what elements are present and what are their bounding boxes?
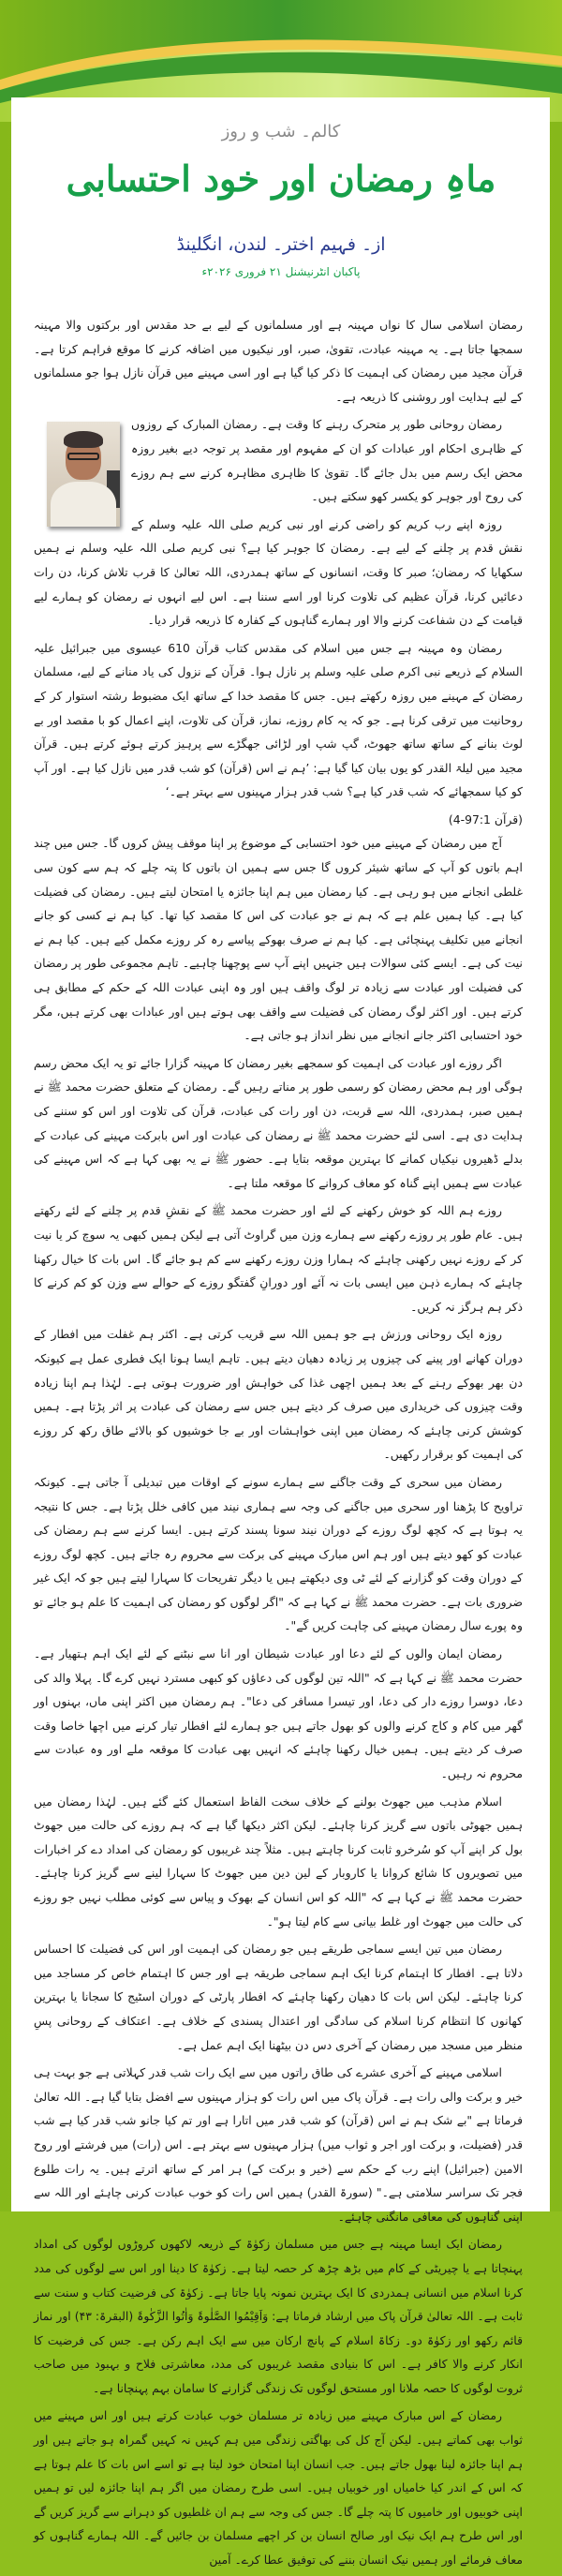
paragraph: رمضان ایک ایسا مہینہ ہے جس میں مسلمان زکوٰۃ کے ذریعہ لاکھوں کروڑوں لوگوں کی امداد پہنچاتا ہے یا چیریٹی کے کام میں بڑھ چڑھ کر حصہ لیتا ہے۔ زکوٰۃ کا دینا اور اس سے لوگوں کی مدد کرنا اسلام میں انسانی ہمدردی کا ایک بہترین نمونہ پایا جاتا ہے۔ زکوٰۃ کی فرضیت کتاب و سنت سے ثابت ہے۔ اللہ تعالیٰ قرآن پاک میں ارشاد فرماتا ہے: وَاَقِیْمُوا الصَّلٰوۃَ وَاٰتُوا الزَّکٰوۃَ (البقرۃ: ۴۳) اور نماز قائم رکھو اور زکوٰۃ دو۔ زکاۃ اسلام کے پانچ ارکان میں سے ایک اہم رکن ہے۔ جس کی فرضیت کا انکار کرنے والا کافر ہے۔ اس کا بنیادی مقصد غریبوں کی مدد، معاشرتی فلاح و بہبود میں صاحب ثروت لوگوں کا حصہ ملانا اور مستحق لوگوں تک زندگی گزارنے کا سامان بہم پہنچانا ہے۔ <box>34 2237 523 2395</box>
photo-hair <box>64 431 103 448</box>
author-photo <box>47 422 120 527</box>
paragraph: رمضان روحانی طور پر متحرک رہنے کا وقت ہے۔ رمضان المبارک کے روزوں کے ظاہری احکام اور عبادات کو ان کے مفہوم اور مقصد پر توجہ دیے بغیر روزہ محض ایک رسم میں بدل جائے گا۔ تقویٰ کا ظاہری مظاہرہ کرنے سے ہم روزے کی روح اور جوہر کو یکسر کھو سکتے ہیں۔ <box>131 417 523 504</box>
paragraph: اسلام مذہب میں جھوٹ بولنے کے خلاف سخت الفاظ استعمال کئے گئے ہیں۔ لہٰذا رمضان میں ہمیں جھوٹی باتوں سے گریز کرنا چاہئے۔ لیکن اکثر دیکھا گیا ہے کہ ہم روزے کی حالت میں جھوٹ بول کر اپنے آپ کو سُرخرو ثابت کرنا چاہتے ہیں۔ مثلاً چند غریبوں کو رمضان کی امداد دے کر اخبارات میں تصویروں کا شائع کروانا یا کاروبار کے لین دین میں جھوٹ کا سہارا لینے سے گریز کرنا چاہئے۔ حضرت محمد ﷺ نے کہا ہے کہ "اللہ کو اس انسان کے بھوک و پیاس سے کوئی مطلب نہیں جو روزے کی حالت میں جھوٹ اور غلط بیانی سے کام لیتا ہو"۔ <box>34 1794 523 1928</box>
paragraph: رمضان ایمان والوں کے لئے دعا اور عبادت شیطان اور انا سے نبٹنے کے لئے ایک اہم ہتھیار ہے۔ حضرت محمد ﷺ نے کہا ہے کہ "اللہ تین لوگوں کی دعاؤں کو کبھی مسترد نہیں کرے گا۔ پہلا والد کی دعا، دوسرا روزے دار کی دعا، اور تیسرا مسافر کی دعا"۔ ہم رمضان میں اکثر اپنی ماں، بہنوں اور گھر میں کام و کاج کرنے والوں کو بھول جاتے ہیں جو ہمارے لئے افطار تیار کرنے میں اچھا خاصا وقت صرف کر دیتے ہیں۔ ہمیں خیال رکھنا چاہئے کہ انہیں بھی عبادت کا موقعہ ملے اور وہ عبادت سے محروم نہ رہیں۔ <box>34 1646 523 1781</box>
quran-reference: (قرآن 97:1-4) <box>448 812 523 826</box>
column-kicker: کالم۔ شب و روز <box>221 122 341 141</box>
paragraph: آج میں رمضان کے مہینے میں خود احتسابی کے موضوع پر اپنا موقف پیش کروں گا۔ جس میں چند اہم باتوں کو آپ کے ساتھ شیئر کروں گا جس سے ہمیں ان باتوں کا پتہ چلے کہ ہم سے کون سی غلطی انجانے میں ہو رہی ہے۔ کیا رمضان میں ہم اپنا جائزہ یا امتحان لیتے ہیں۔ رمضان کی فضیلت کیا ہے۔ کیا ہمیں علم ہے کہ ہم نے جو عبادت کی اس کا مقصد کیا تھا۔ کیا ہم نے کسی کو جانے انجانے میں تکلیف پہنچائی ہے۔ کیا ہم نے صرف بھوکے پیاسے رہ کر روزے مکمل کیے ہیں۔ کیا ہم نے نیت کی ہے۔ ایسے کئی سوالات ہیں جنہیں اپنے آپ سے پوچھنا چاہیے۔ تاہم مجموعی طور پر رمضان کی فضیلت اور عبادت سے زیادہ تر لوگ واقف ہیں اور وہ اپنی عبادت اللہ کے حکم کے مطابق ہی کرتے ہیں۔ اور اکثر لوگ رمضان کی فضیلت سے واقف بھی ہوتے ہیں اور عبادات بھی کرتے ہیں، مگر خود احتسابی اکثر جانے انجانے میں نظر انداز ہو جاتی ہے۔ <box>34 836 523 1043</box>
photo-shirt <box>51 482 116 527</box>
publication-source-date: پاکبان انٹرنیشنل ۲۱ فروری ۲۰۲۶ء <box>201 265 361 278</box>
paragraph: رمضان کے اس مبارک مہینے میں زیادہ تر مسلمان خوب عبادت کرتے ہیں اور اس مہینے میں ثواب بھی کماتے ہیں۔ لیکن آج کل کی بھاگتی زندگی میں ہم کہیں نہ کہیں گمراہ ہو جاتے ہیں اور ہم اپنا جائزہ لینا بھول جاتے ہیں۔ جب انسان اپنا امتحان خود لیتا ہے تو اسے اس بات کا علم ہوتا ہے کہ اس کے اندر کیا خامیاں اور خوبیاں ہیں۔ اسی طرح رمضان میں اگر ہم اپنا جائزہ لیں تو ہمیں اپنی خوبیوں اور خامیوں کا پتہ چلے گا۔ جس کی وجہ سے ہم ان غلطیوں کو دہرانے سے گریز کریں گے اور اس طرح ہم ایک نیک اور صالح انسان بن کر اچھے مسلمان بن جائیں گے۔ اللہ ہمارے گناہوں کو معاف فرمائے اور ہمیں نیک انسان بننے کی توفیق عطا کرے۔ آمین <box>34 2408 523 2568</box>
paragraph: روزہ ایک روحانی ورزش ہے جو ہمیں اللہ سے قریب کرتی ہے۔ اکثر ہم غفلت میں افطار کے دوران کھانے اور پینے کی چیزوں پر زیادہ دھیان دیتے ہیں۔ تاہم ایسا ہونا ایک فطری عمل ہے کیونکہ دن بھر بھوکے رہنے کے بعد ہمیں اچھی غذا کی خواہش اور ضرورت ہوتی ہے۔ لہٰذا ہم اپنا زیادہ وقت چیزوں کی خریداری میں صرف کر دیتے ہیں جس سے رمضان کی عبادت پر اثر پڑتا ہے۔ ہمیں کوشش کرنی چاہئے کہ رمضان میں اپنی خواہشات اور بے جا خوشیوں کو بالائے طاق رکھ کر روزے کی اہمیت کو برقرار رکھیں۔ <box>34 1327 523 1462</box>
paragraph: اگر روزے اور عبادت کی اہمیت کو سمجھے بغیر رمضان کا مہینہ گزارا جائے تو یہ ایک محض رسم ہوگی اور ہم محض رمضان کو رسمی طور پر مناتے رہیں گے۔ رمضان کے متعلق حضرت محمد ﷺ نے ہمیں صبر، ہمدردی، اللہ سے قربت، دن اور رات کی عبادت، قرآن کی تلاوت اور اس کو سننے کی ہدایت دی ہے۔ اسی لئے حضرت محمد ﷺ نے رمضان کی عبادت اور اس بابرکت مہینے کی عبادت کے بدلے ڈھیروں نیکیاں کمانے کا بہترین موقعہ بتایا ہے۔ حضور ﷺ نے یہ بھی کہا ہے کہ اس مہینے کی عبادت سے ہمیں اپنے گناہ کو معاف کروانے کا موقعہ ملتا ہے۔ <box>34 1055 523 1190</box>
paragraph: رمضان وہ مہینہ ہے جس میں اسلام کی مقدس کتاب قرآن 610 عیسوی میں جبرائیل علیہ السلام کے ذریعے نبی اکرم صلی علیہ وسلم پر نازل ہوا۔ قرآن کے نزول کی یاد منانے کے لیے، مسلمان رمضان کے مہینے میں روزہ رکھتے ہیں۔ جس کا مقصد خدا کے ساتھ ایک مضبوط رشتہ استوار کر کے روحانیت میں ترقی کرنا ہے۔ جو کہ یہ کام روزے، نماز، قرآن کی تلاوت، اپنے اعمال کو با مقصد اور بے لوث بنانے کے ساتھ ساتھ جھوٹ، گپ شپ اور لڑائی جھگڑے سے پرہیز کرتے ہوئے کرتے ہیں۔ قرآن مجید میں لیلۃ القدر کو یوں بیان کیا گیا ہے: ’ہم نے اس (قرآن) کو شب قدر میں نازل کیا ہے۔ اور آپ کو کیا سمجھائے کہ شب قدر کیا ہے؟ شب قدر ہزار مہینوں سے بہتر ہے۔‘ <box>34 640 523 799</box>
author-byline: از۔ فہیم اختر۔ لندن، انگلینڈ <box>176 234 386 255</box>
paragraph: اسلامی مہینے کے آخری عشرے کی طاق راتوں میں سے ایک رات شب قدر کہلاتی ہے جو بہت ہی خیر و برکت والی رات ہے۔ قرآن پاک میں اس رات کو ہزار مہینوں سے افضل بتایا گیا ہے۔ اللہ تعالیٰ فرماتا ہے "بے شک ہم نے اس (قرآن) کو شب قدر میں اتارا ہے اور تم کیا جانو شب قدر کیا ہے شب قدر (فضیلت، و برکت اور اجر و ثواب میں) ہزار مہینوں سے بہتر ہے۔ اس (رات) میں فرشتے اور روح الامین (جبرائیل) اپنے رب کے حکم سے (خیر و برکت کے) ہر امر کے ساتھ اترتے ہیں۔ یہ رات طلوع فجر تک سراسر سلامتی ہے۔" (سورۃ القدر) ہمیں اس رات کو خوب عبادت کرنی چاہئے اور اللہ سے اپنی گناہوں کی معافی مانگنی چاہئے۔ <box>34 2065 523 2224</box>
paragraph: روزہ اپنے رب کریم کو راضی کرنے اور نبی کریم صلی اللہ علیہ وسلم کے نقش قدم پر چلنے کے لیے ہے۔ رمضان کا جوہر کیا ہے؟ نبی کریم صلی اللہ علیہ وسلم نے ہمیں سکھایا کہ رمضان؛ صبر کا وقت، انسانوں کے ساتھ ہمدردی، اللہ تعالیٰ کا قرب تلاش کرنا، دن رات دعائیں کرنا، قرآن عظیم کی تلاوت کرنا اور اسے سننا ہے۔ اس لیے انہوں نے رمضان کو ہمارے لیے قیامت کے دن شفاعت کرنے والا اور ہمارے گناہوں کے کفارہ کا ذریعہ قرار دیا۔ <box>34 516 523 628</box>
article-title: ماہِ رمضان اور خود احتسابی <box>66 157 496 200</box>
paragraph: روزے ہم اللہ کو خوش رکھنے کے لئے اور حضرت محمد ﷺ کے نقشِ قدم پر چلنے کے لئے رکھتے ہیں۔ عام طور پر روزے رکھنے سے ہمارے وزن میں گراوٹ آتی ہے لیکن ہمیں کبھی یہ سوچ کر یا نیت کر کے روزے نہیں رکھنی چاہئے کہ ہمارا وزن روزے رکھنے سے کم ہو جائے گا۔ اس بات کا خیال رکھنا چاہئے کہ ہمارے ذہن میں ایسی بات نہ آئے اور دورانِ گفتگو روزے کے حوالے سے وزن کو کم کرنے کا ذکر ہم ہرگز نہ کریں۔ <box>34 1203 523 1314</box>
paragraph: رمضان میں سحری کے وقت جاگنے سے ہمارے سونے کے اوقات میں تبدیلی آ جاتی ہے۔ کیونکہ تراویح کا پڑھنا اور سحری میں جاگنے کی وجہ سے ہماری نیند میں کافی خلل پڑتا ہے۔ جس کا نتیجہ یہ ہوتا ہے کہ کچھ لوگ روزے کے دوران نیند سونا پسند کرتے ہیں۔ ایسا کرنے سے ہم رمضان کی عبادت کو کھو دیتے ہیں اور ہم اس مبارک مہینے کی برکت سے محروم رہ جاتے ہیں۔ کچھ لوگ روزے کے دوران وقت کو گزارنے کے لئے ٹی وی دیکھتے ہیں یا دیگر تفریحات کا سہارا لیتے ہیں جو کہ ایک غیر ضروری بات ہے۔ حضرت محمد ﷺ نے کہا ہے کہ "اگر لوگوں کو رمضان کی اہمیت کا علم ہو جائے تو وہ پورے سال رمضان مہینے کی چاہت کریں گے"۔ <box>34 1474 523 1633</box>
photo-glasses <box>67 453 99 460</box>
paragraph: رمضان اسلامی سال کا نواں مہینہ ہے اور مسلمانوں کے لیے بے حد مقدس اور برکتوں والا مہینہ سمجھا جاتا ہے۔ یہ مہینہ عبادت، تقویٰ، صبر، اور نیکیوں میں اضافہ کرنے کا موقع فراہم کرتا ہے۔ قرآن مجید میں رمضان کی اہمیت کا ذکر کیا گیا ہے اور اسی مہینے میں قرآن نازل ہوا جو مسلمانوں کے لیے ہدایت اور روشنی کا ذریعہ ہے۔ <box>34 318 523 404</box>
paragraph: رمضان میں تین ایسے سماجی طریقے ہیں جو رمضان کی اہمیت اور اس کی فضیلت کا احساس دلاتا ہے۔ افطار کا اہتمام کرنا ایک اہم سماجی طریقہ ہے اور جس کا اہتمام خاص کر مساجد میں کرنا چاہئے۔ لیکن اس بات کا دھیان رکھنا چاہئے کہ افطار پارٹی کے دوران اسٹیج کا سجانا یا بہترین کھانوں کا انتظام کرنا اسلام کی سادگی اور اعتدال پسندی کے خلاف ہے۔ اعتکاف کے روحانی پسِ منظر میں مسجد میں رمضان کے آخری دس دن بیٹھنا ایک اہم عمل ہے۔ <box>34 1942 523 2052</box>
article-body <box>34 313 523 2576</box>
